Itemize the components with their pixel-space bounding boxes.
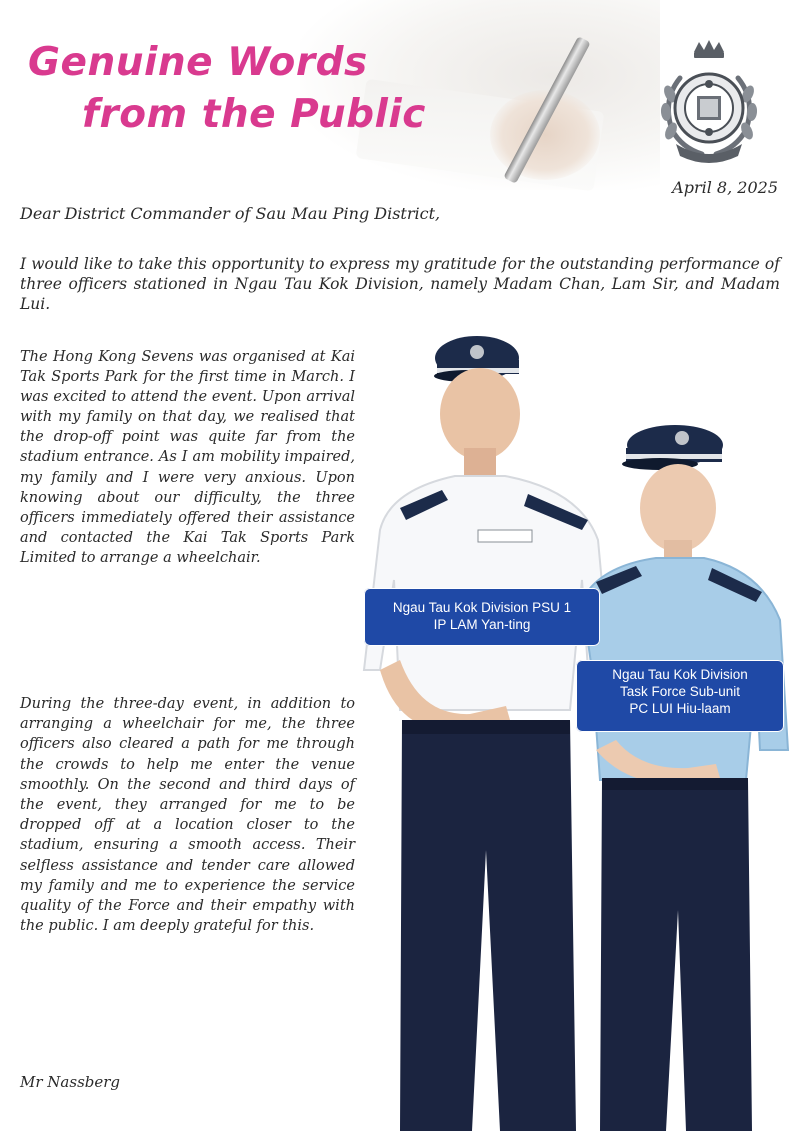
officer-label-lui-line3: PC LUI Hiu-laam bbox=[629, 701, 731, 716]
hong-kong-police-emblem-icon bbox=[654, 38, 764, 168]
officer-label-lam-line1: Ngau Tau Kok Division PSU 1 bbox=[392, 600, 572, 615]
letter-paragraph-1: The Hong Kong Sevens was organised at Kai Tak Sports Park for the first time in March. I was excited to attend the event. Upon arrival with my family on that day, we realised that the drop-off point was quite far from the stadium entrance. As I am mobility impaired, my family and I were very anxious. Upon knowing about our difficulty, the three officers immediately offered their assistance and contacted the Kai Tak Sports Park Limited to arrange a wheelchair. bbox=[20, 349, 355, 566]
officer-label-lui bbox=[576, 660, 784, 732]
page-title-line1: Genuine Words bbox=[28, 40, 368, 85]
officer-label-lui-line1: Ngau Tau Kok Division bbox=[612, 667, 748, 682]
letter-signature: Mr Nassberg bbox=[20, 1073, 121, 1091]
male-officer-figure bbox=[364, 336, 610, 1131]
letter-paragraph-2: During the three-day event, in addition to arranging a wheelchair for me, the three officers also cleared a path for me through the crowds to help me enter the venue smoothly. On the second and third days of the event, they arranged for me to be dropped off at a location closer to the stadium, ensuring a smooth access. Their selfless assistance and tender care allowed my family and me to experience the service quality of the Force and their empathy with the public. I am deeply grateful for this. bbox=[20, 696, 355, 935]
officer-label-lui-line2: Task Force Sub-unit bbox=[619, 684, 741, 699]
page-title-line2: from the Public bbox=[82, 92, 426, 137]
officer-label-lam bbox=[364, 588, 600, 646]
officer-label-lam-line2: IP LAM Yan-ting bbox=[433, 617, 531, 632]
letter-salutation: Dear District Commander of Sau Mau Ping District, bbox=[20, 204, 441, 223]
letter-intro-paragraph: I would like to take this opportunity to express my gratitude for the outstanding performance of three officers stationed in Ngau Tau Kok Division, namely Madam Chan, Lam Sir, and Madam Lui. bbox=[20, 255, 780, 313]
female-officer-figure bbox=[582, 425, 788, 1131]
letter-date: April 8, 2025 bbox=[672, 178, 778, 197]
